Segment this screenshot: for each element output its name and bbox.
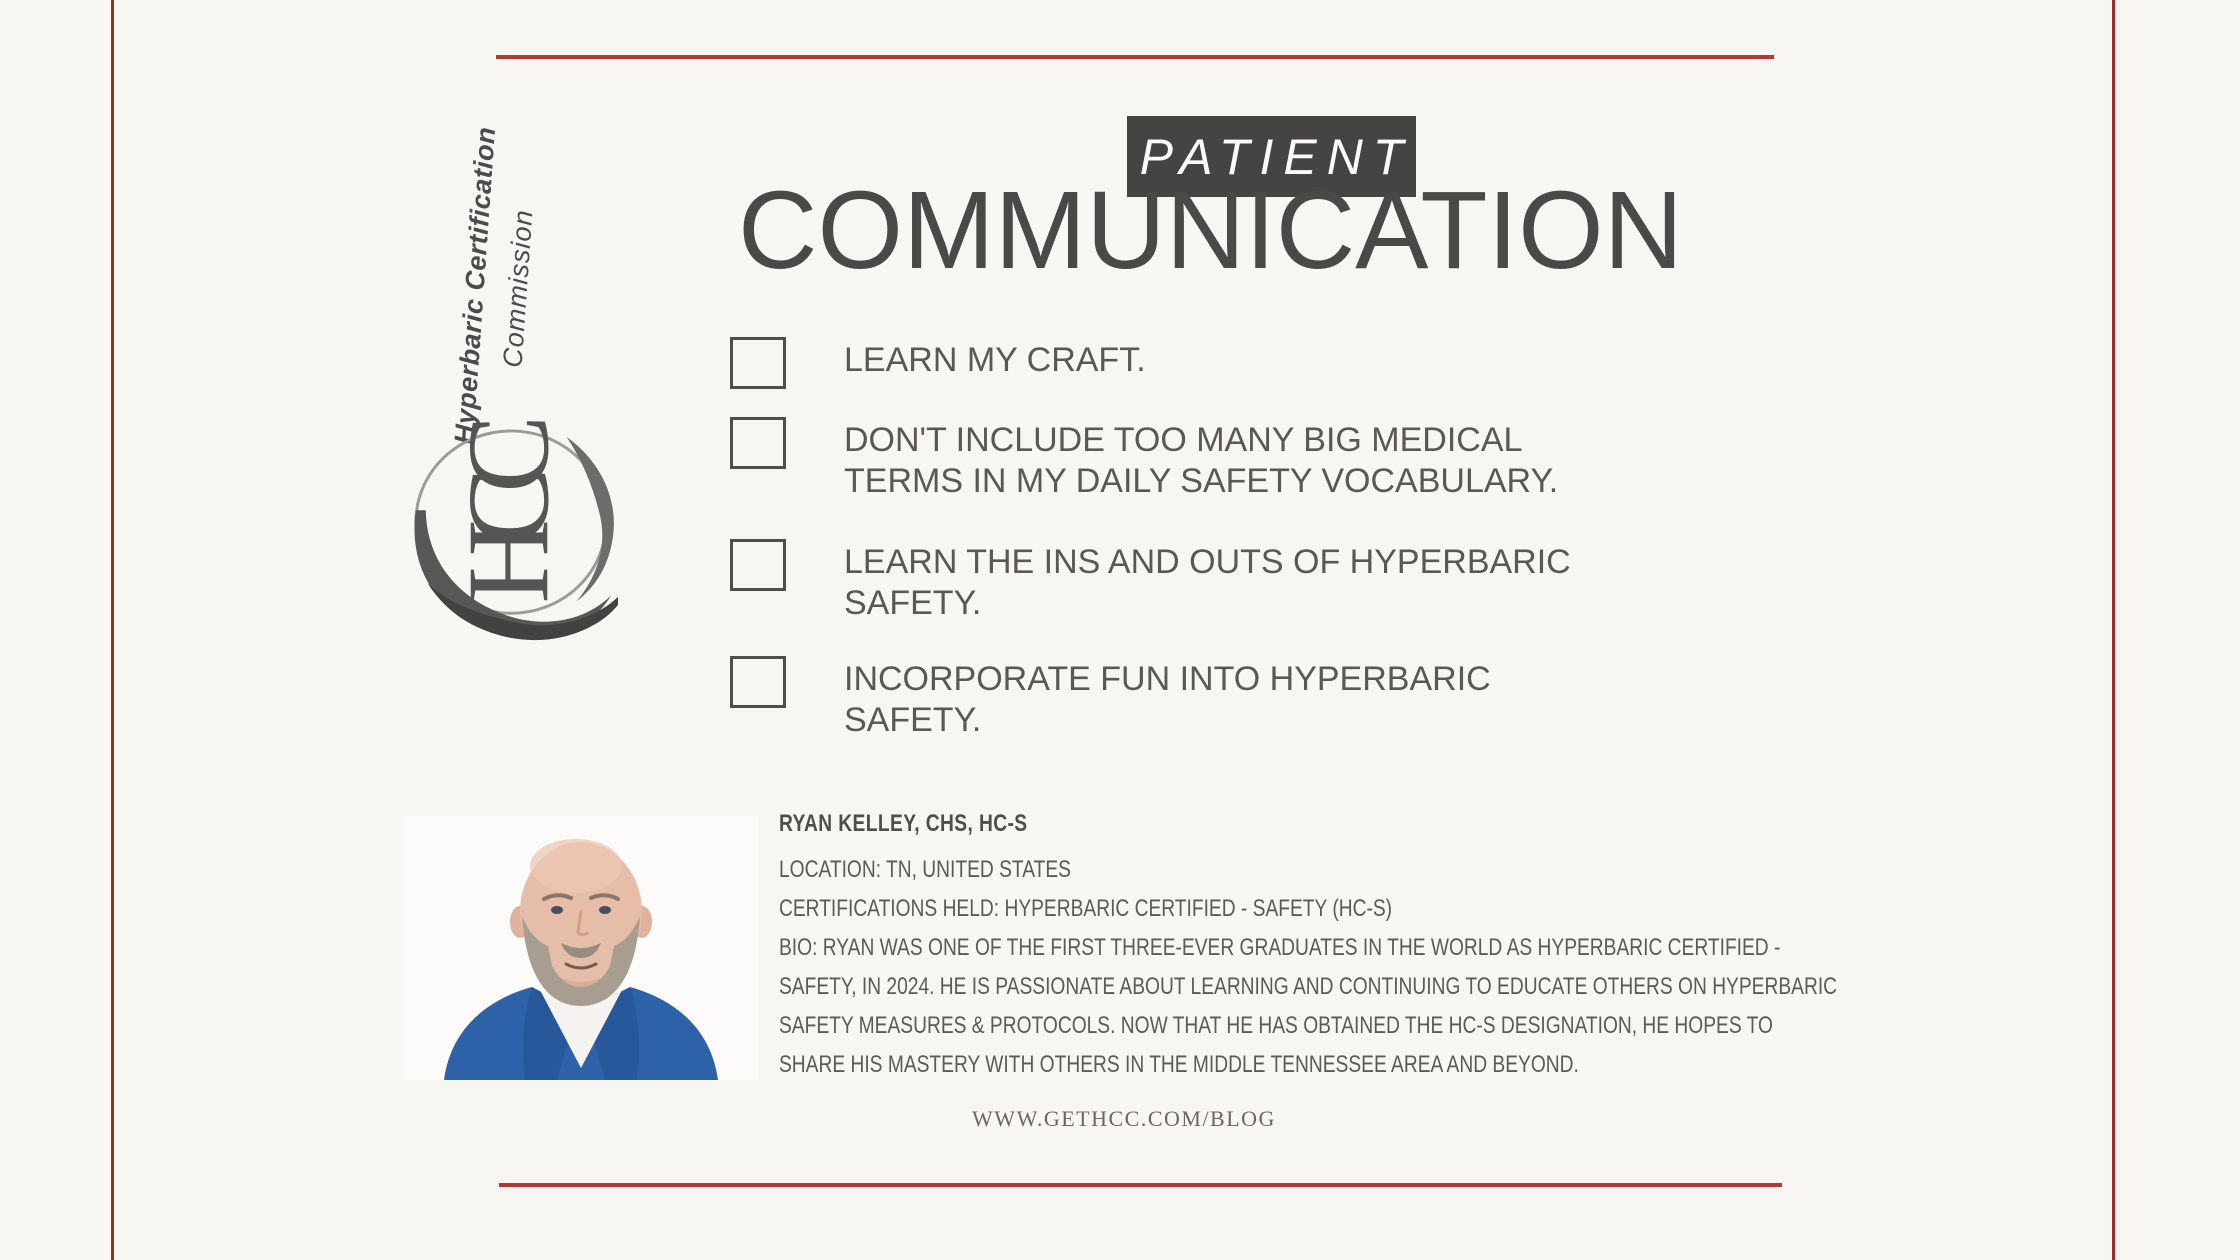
left-border-line [111,0,114,1260]
right-border-line [2112,0,2115,1260]
page-title: COMMUNICATION [738,169,1684,292]
profile-certifications: CERTIFICATIONS HELD: HYPERBARIC CERTIFIED - SAFETY (HC-S) [779,895,1393,922]
logo-monogram: HCC [444,440,574,604]
checklist-label: DON'T INCLUDE TOO MANY BIG MEDICAL TERMS IN MY DAILY SAFETY VOCABULARY. [844,421,1559,500]
checklist-label: LEARN THE INS AND OUTS OF HYPERBARIC SAFETY. [844,543,1571,622]
hcc-logo-wordmark [326,106,669,467]
top-divider-line [496,55,1774,59]
checkbox[interactable] [730,656,786,708]
profile-text-block [779,804,1843,1084]
checklist-item [730,656,1604,741]
checklist-label: INCORPORATE FUN INTO HYPERBARIC SAFETY. [844,660,1491,739]
bottom-divider-line [499,1183,1782,1187]
profile-bio: BIO: RYAN WAS ONE OF THE FIRST THREE-EVER GRADUATES IN THE WORLD AS HYPERBARIC CERTIFIED - SAFETY, IN 2024. HE IS PASSIONATE ABOUT LEARNING AND CONTINUING TO EDUCATE OTHERS ON HYPERBARIC SAFETY MEASURES & PROTOCOLS. NOW THAT HE HAS OBTAINED THE HC-S DESIGNATION, HE HOPES TO SHARE HIS MASTERY WITH OTHERS IN THE MIDDLE TENNESSEE AREA AND BEYOND. [779,934,1838,1078]
checklist-item [730,539,1604,624]
profile-location: LOCATION: TN, UNITED STATES [779,856,1071,883]
checkbox[interactable] [730,337,786,389]
checkbox[interactable] [730,417,786,469]
patient-tag-label: PATIENT [1139,128,1414,185]
logo-line2: Commission [497,208,539,369]
checkbox[interactable] [730,539,786,591]
hcc-emblem-icon [400,418,618,650]
checklist-label: LEARN MY CRAFT. [844,341,1146,379]
headshot-photo [404,816,758,1080]
checklist-item [730,417,1604,502]
profile-name: RYAN KELLEY, CHS, HC-S [779,810,1028,837]
checklist-item [730,337,1604,389]
logo-line1: Hyperbaric Certification [448,125,502,446]
blog-url-link[interactable]: WWW.GETHCC.COM/BLOG [972,1106,1276,1131]
